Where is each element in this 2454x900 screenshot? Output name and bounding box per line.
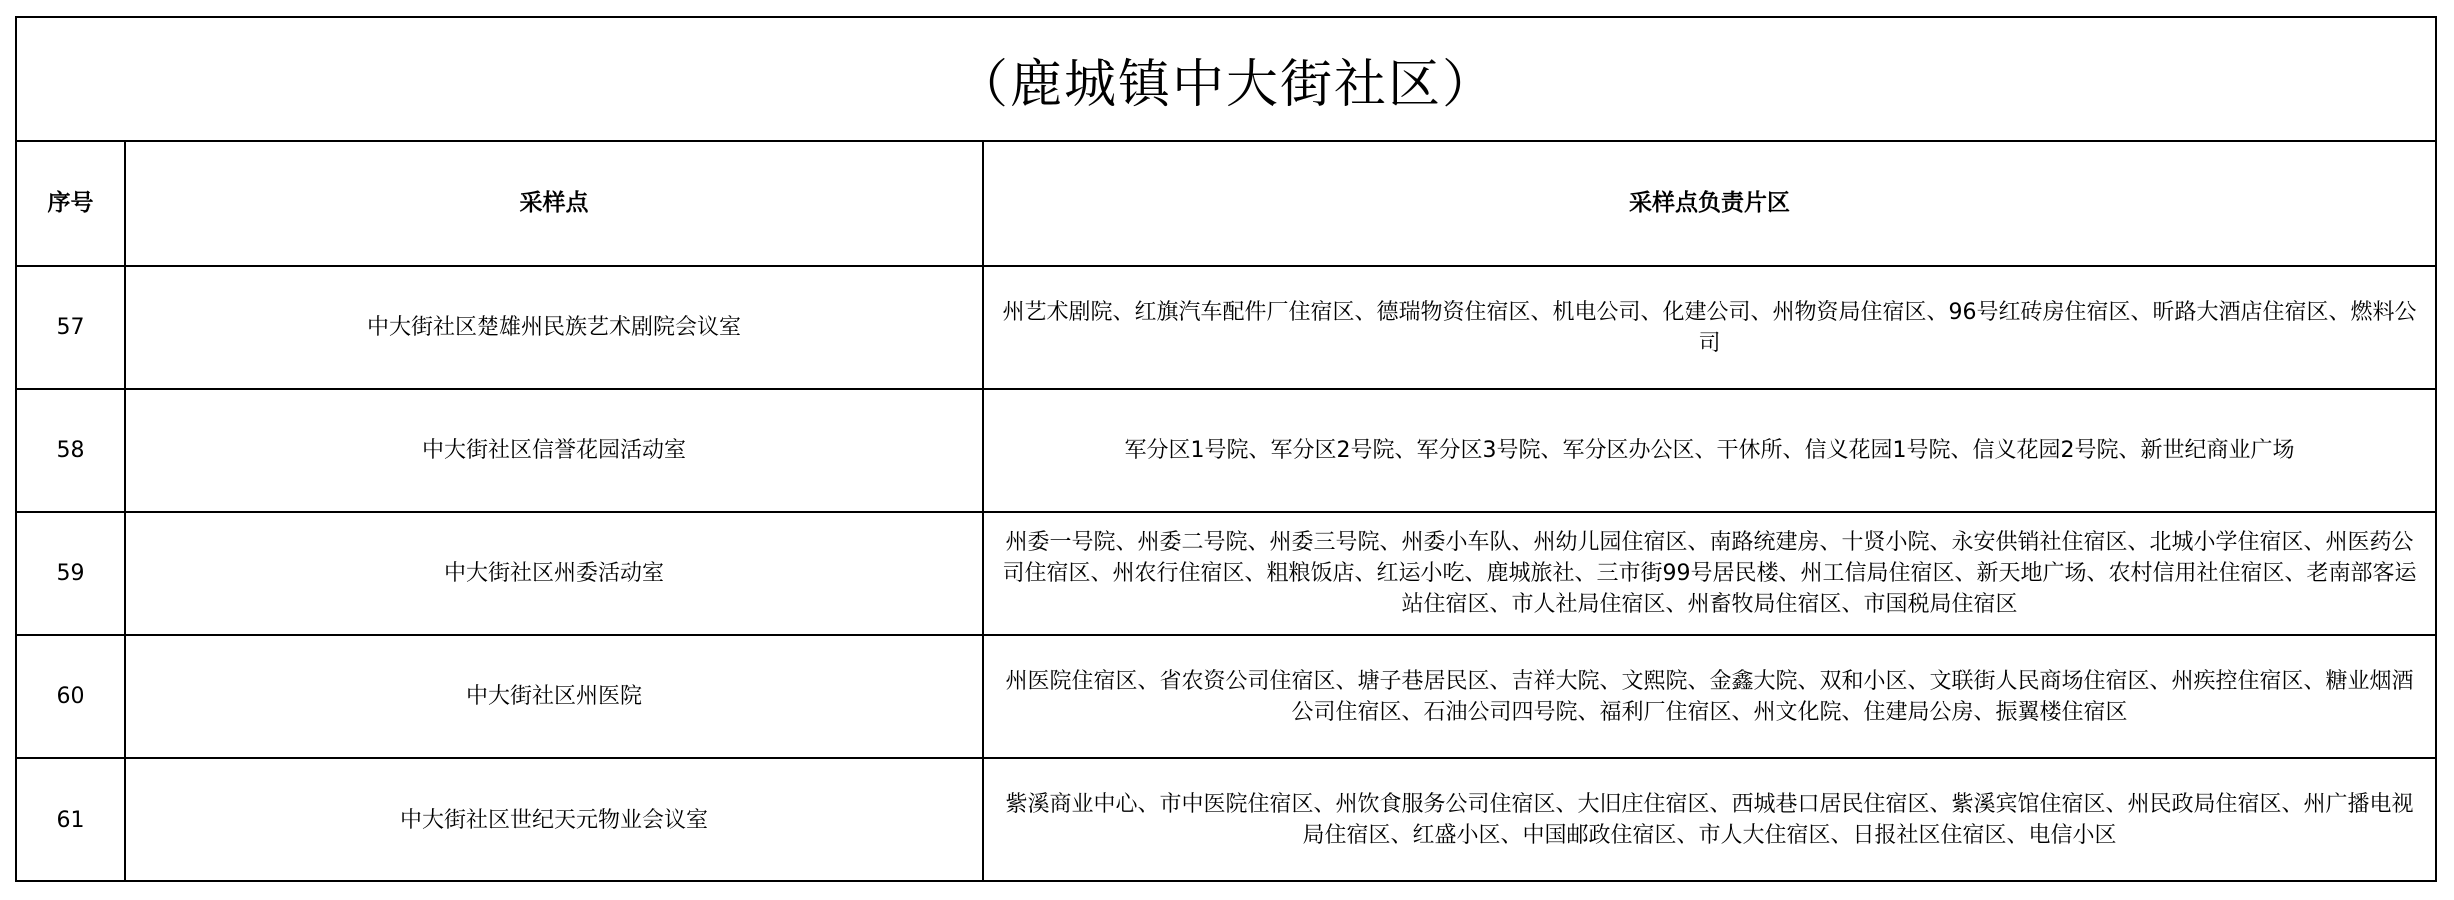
table-row — [17, 266, 2435, 389]
header-responsible-area: 采样点负责片区 — [983, 142, 2435, 266]
header-sampling-site: 采样点 — [125, 142, 983, 266]
table-row — [17, 635, 2435, 758]
sheet-title: （鹿城镇中大街社区） — [17, 18, 2435, 142]
row-responsible-area: 州医院住宿区、省农资公司住宿区、塘子巷居民区、吉祥大院、文熙院、金鑫大院、双和小区、文联街人民商场住宿区、州疾控住宿区、糖业烟酒公司住宿区、石油公司四号院、福利厂住宿区、州文化院、住建局公房、振翼楼住宿区 — [983, 635, 2435, 758]
row-serial-number: 57 — [17, 266, 125, 389]
table-row — [17, 389, 2435, 512]
row-sampling-site: 中大街社区信誉花园活动室 — [125, 389, 983, 512]
table-row — [17, 512, 2435, 635]
row-sampling-site: 中大街社区世纪天元物业会议室 — [125, 758, 983, 881]
row-sampling-site: 中大街社区州委活动室 — [125, 512, 983, 635]
row-serial-number: 58 — [17, 389, 125, 512]
row-responsible-area: 军分区1号院、军分区2号院、军分区3号院、军分区办公区、干休所、信义花园1号院、信义花园2号院、新世纪商业广场 — [983, 389, 2435, 512]
row-serial-number: 60 — [17, 635, 125, 758]
table-header-row — [17, 142, 2435, 266]
header-serial-number: 序号 — [17, 142, 125, 266]
table-row — [17, 758, 2435, 881]
row-responsible-area: 州艺术剧院、红旗汽车配件厂住宿区、德瑞物资住宿区、机电公司、化建公司、州物资局住宿区、96号红砖房住宿区、昕路大酒店住宿区、燃料公司 — [983, 266, 2435, 389]
row-responsible-area: 紫溪商业中心、市中医院住宿区、州饮食服务公司住宿区、大旧庄住宿区、西城巷口居民住宿区、紫溪宾馆住宿区、州民政局住宿区、州广播电视局住宿区、红盛小区、中国邮政住宿区、市人大住宿区、日报社区住宿区、电信小区 — [983, 758, 2435, 881]
row-serial-number: 61 — [17, 758, 125, 881]
sampling-sites-table — [17, 142, 2435, 881]
row-sampling-site: 中大街社区州医院 — [125, 635, 983, 758]
row-responsible-area: 州委一号院、州委二号院、州委三号院、州委小车队、州幼儿园住宿区、南路统建房、十贤小院、永安供销社住宿区、北城小学住宿区、州医药公司住宿区、州农行住宿区、粗粮饭店、红运小吃、鹿城旅社、三市街99号居民楼、州工信局住宿区、新天地广场、农村信用社住宿区、老南部客运站住宿区、市人社局住宿区、州畜牧局住宿区、市国税局住宿区 — [983, 512, 2435, 635]
row-serial-number: 59 — [17, 512, 125, 635]
row-sampling-site: 中大街社区楚雄州民族艺术剧院会议室 — [125, 266, 983, 389]
sampling-sites-sheet — [15, 16, 2437, 882]
